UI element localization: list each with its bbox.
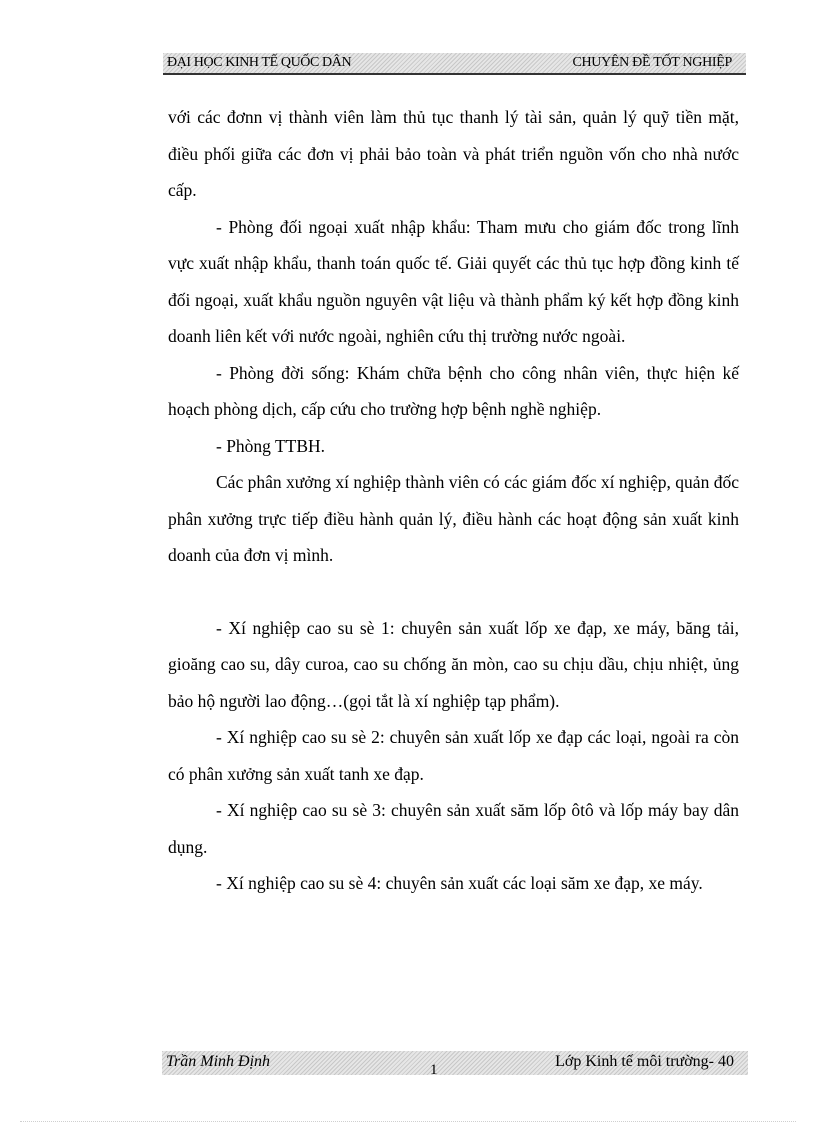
paragraph-workshops: Các phân xưởng xí nghiệp thành viên có các giám đốc xí nghiệp, quản đốc phân xưởng trực tiếp điều hành quản lý, điều hành các hoạt động sản xuất kinh doanh của đơn vị mình. (168, 472, 739, 565)
paragraph-enterprise-4: - Xí nghiệp cao su sè 4: chuyên sản xuất các loại săm xe đạp, xe máy. (216, 873, 703, 893)
paragraph-enterprise-2: - Xí nghiệp cao su sè 2: chuyên sản xuất lốp xe đạp các loại, ngoài ra còn có phân xưởng sản xuất tanh xe đạp. (168, 727, 739, 784)
footer-author: Trần Minh Định (166, 1053, 271, 1070)
header-university: ĐẠI HỌC KINH TẾ QUỐC DÂN (167, 55, 352, 70)
paragraph-welfare-dept: - Phòng đời sống: Khám chữa bệnh cho công nhân viên, thực hiện kế hoạch phòng dịch, cấp cứu cho trường hợp bệnh nghề nghiệp. (168, 362, 739, 419)
page-footer (162, 1051, 748, 1078)
paragraph-enterprise-3: - Xí nghiệp cao su sè 3: chuyên sản xuất săm lốp ôtô và lốp máy bay dân dụng. (168, 800, 739, 857)
header-thesis-type: CHUYÊN ĐỀ TỐT NGHIỆP (572, 55, 732, 70)
page-header (163, 53, 746, 75)
document-body (168, 99, 739, 902)
spacer (168, 574, 739, 610)
paragraph-enterprise-1: - Xí nghiệp cao su sè 1: chuyên sản xuất lốp xe đạp, xe máy, băng tải, gioăng cao su, dây curoa, cao su chống ăn mòn, cao su chịu dầu, chịu nhiệt, ủng bảo hộ người lao động…(gọi tắt là xí nghiệp tạp phẩm). (168, 617, 739, 711)
footer-class: Lớp Kinh tế môi trường- 40 (555, 1053, 734, 1070)
paragraph: với các đơnn vị thành viên làm thủ tục thanh lý tài sản, quản lý quỹ tiền mặt, điều phối giữa các đơn vị phải bảo toàn và phát triển nguồn vốn cho nhà nước cấp. (168, 107, 739, 200)
paragraph-ttbh-dept: - Phòng TTBH. (216, 435, 326, 456)
page-number: 1 (430, 1062, 438, 1078)
page-bottom-divider (20, 1121, 796, 1122)
paragraph-foreign-trade-dept: - Phòng đối ngoại xuất nhập khẩu: Tham mưu cho giám đốc trong lĩnh vực xuất nhập khẩu, thanh toán quốc tế. Giải quyết các thủ tục hợp đồng kinh tế đối ngoại, xuất khẩu nguồn nguyên vật liệu và thành phẩm ký kết hợp đồng kinh doanh liên kết với nước ngoài, nghiên cứu thị trường nước ngoài. (168, 216, 739, 346)
